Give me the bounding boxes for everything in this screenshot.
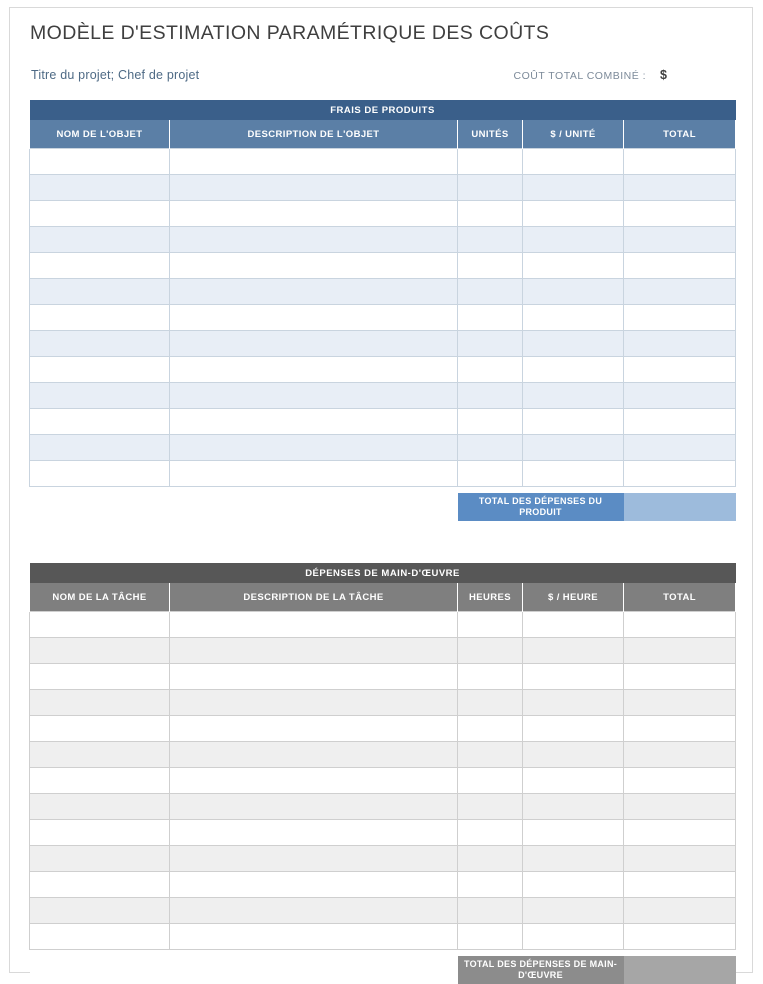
labor-cell[interactable] bbox=[624, 716, 736, 742]
product-table-row[interactable] bbox=[30, 175, 736, 201]
product-cell[interactable] bbox=[458, 409, 523, 435]
labor-cell[interactable] bbox=[30, 716, 170, 742]
product-cell[interactable] bbox=[30, 461, 170, 487]
product-cell[interactable] bbox=[458, 227, 523, 253]
product-cell[interactable] bbox=[458, 383, 523, 409]
product-cell[interactable] bbox=[523, 201, 624, 227]
product-table-row[interactable] bbox=[30, 461, 736, 487]
labor-cell[interactable] bbox=[170, 612, 458, 638]
product-cell[interactable] bbox=[30, 331, 170, 357]
product-table-row[interactable] bbox=[30, 357, 736, 383]
labor-table-row[interactable] bbox=[30, 664, 736, 690]
product-cell[interactable] bbox=[170, 227, 458, 253]
labor-cell[interactable] bbox=[624, 768, 736, 794]
section-spacer bbox=[29, 521, 735, 551]
product-cell[interactable] bbox=[624, 461, 736, 487]
labor-cell[interactable] bbox=[458, 794, 523, 820]
labor-cell[interactable] bbox=[624, 898, 736, 924]
labor-cell[interactable] bbox=[624, 794, 736, 820]
labor-cell[interactable] bbox=[170, 664, 458, 690]
product-cell[interactable] bbox=[458, 435, 523, 461]
labor-col-header-4: TOTAL bbox=[624, 583, 736, 612]
labor-cell[interactable] bbox=[30, 742, 170, 768]
labor-cell[interactable] bbox=[624, 664, 736, 690]
product-total-value[interactable] bbox=[624, 493, 736, 521]
labor-cell[interactable] bbox=[170, 820, 458, 846]
product-cell[interactable] bbox=[523, 253, 624, 279]
product-cell[interactable] bbox=[624, 253, 736, 279]
labor-table-row[interactable] bbox=[30, 820, 736, 846]
product-cell[interactable] bbox=[624, 409, 736, 435]
page-title: MODÈLE D'ESTIMATION PARAMÉTRIQUE DES COÛTS bbox=[30, 22, 550, 44]
product-table-row[interactable] bbox=[30, 253, 736, 279]
product-cell[interactable] bbox=[30, 227, 170, 253]
product-cell[interactable] bbox=[624, 149, 736, 175]
labor-cell[interactable] bbox=[523, 846, 624, 872]
labor-table-row[interactable] bbox=[30, 898, 736, 924]
labor-cell[interactable] bbox=[523, 690, 624, 716]
product-table-row[interactable] bbox=[30, 227, 736, 253]
labor-cell[interactable] bbox=[30, 924, 170, 950]
product-cell[interactable] bbox=[523, 305, 624, 331]
labor-cell[interactable] bbox=[170, 846, 458, 872]
product-cell[interactable] bbox=[30, 383, 170, 409]
labor-col-header-0: NOM DE LA TÂCHE bbox=[30, 583, 170, 612]
product-cell[interactable] bbox=[458, 279, 523, 305]
labor-cell[interactable] bbox=[170, 638, 458, 664]
labor-cell[interactable] bbox=[458, 820, 523, 846]
document-content bbox=[29, 18, 735, 984]
labor-cell[interactable] bbox=[170, 768, 458, 794]
product-cell[interactable] bbox=[624, 357, 736, 383]
labor-cell[interactable] bbox=[170, 794, 458, 820]
product-cell[interactable] bbox=[170, 331, 458, 357]
product-table-row[interactable] bbox=[30, 279, 736, 305]
product-table-row[interactable] bbox=[30, 305, 736, 331]
product-band-title: FRAIS DE PRODUITS bbox=[30, 100, 736, 120]
labor-table-row[interactable] bbox=[30, 690, 736, 716]
labor-cell[interactable] bbox=[458, 690, 523, 716]
labor-cell[interactable] bbox=[458, 742, 523, 768]
product-total-row bbox=[30, 493, 736, 521]
total-combined-group bbox=[514, 68, 735, 82]
product-cell[interactable] bbox=[523, 409, 624, 435]
product-cell[interactable] bbox=[624, 305, 736, 331]
labor-cell[interactable] bbox=[458, 898, 523, 924]
product-cell[interactable] bbox=[170, 305, 458, 331]
labor-cell[interactable] bbox=[624, 924, 736, 950]
labor-total-row bbox=[30, 956, 736, 984]
labor-cell[interactable] bbox=[30, 820, 170, 846]
labor-cell[interactable] bbox=[170, 742, 458, 768]
labor-cell[interactable] bbox=[458, 612, 523, 638]
product-cell[interactable] bbox=[624, 279, 736, 305]
product-col-header-0: NOM DE L'OBJET bbox=[30, 120, 170, 149]
product-cell[interactable] bbox=[523, 175, 624, 201]
product-cell[interactable] bbox=[170, 409, 458, 435]
product-cell[interactable] bbox=[458, 331, 523, 357]
product-cell[interactable] bbox=[170, 253, 458, 279]
labor-cell[interactable] bbox=[458, 638, 523, 664]
labor-cell[interactable] bbox=[170, 924, 458, 950]
product-cell[interactable] bbox=[624, 331, 736, 357]
product-cell[interactable] bbox=[30, 149, 170, 175]
product-cell[interactable] bbox=[523, 461, 624, 487]
labor-cell[interactable] bbox=[523, 820, 624, 846]
labor-cell[interactable] bbox=[523, 898, 624, 924]
labor-cell[interactable] bbox=[458, 768, 523, 794]
labor-col-header-2: HEURES bbox=[458, 583, 523, 612]
product-cell[interactable] bbox=[30, 279, 170, 305]
labor-cell[interactable] bbox=[30, 638, 170, 664]
labor-cell[interactable] bbox=[30, 612, 170, 638]
labor-table-row[interactable] bbox=[30, 742, 736, 768]
labor-cell[interactable] bbox=[624, 872, 736, 898]
product-cell[interactable] bbox=[30, 305, 170, 331]
labor-table-row[interactable] bbox=[30, 872, 736, 898]
product-col-header-3: $ / UNITÉ bbox=[523, 120, 624, 149]
product-cell[interactable] bbox=[523, 383, 624, 409]
labor-table-row[interactable] bbox=[30, 612, 736, 638]
product-cell[interactable] bbox=[30, 253, 170, 279]
product-cell[interactable] bbox=[170, 175, 458, 201]
labor-total-blank bbox=[170, 956, 458, 984]
labor-table-row[interactable] bbox=[30, 794, 736, 820]
product-cell[interactable] bbox=[170, 435, 458, 461]
product-cell[interactable] bbox=[523, 149, 624, 175]
labor-cell[interactable] bbox=[30, 872, 170, 898]
product-cell[interactable] bbox=[624, 227, 736, 253]
labor-total-blank bbox=[30, 956, 170, 984]
total-combined-label: COÛT TOTAL COMBINÉ : bbox=[513, 70, 647, 82]
labor-cell[interactable] bbox=[458, 716, 523, 742]
labor-cell[interactable] bbox=[170, 898, 458, 924]
product-cell[interactable] bbox=[458, 253, 523, 279]
project-info: Titre du projet; Chef de projet bbox=[31, 68, 200, 82]
labor-col-header-3: $ / HEURE bbox=[523, 583, 624, 612]
product-cell[interactable] bbox=[523, 279, 624, 305]
product-cell[interactable] bbox=[458, 305, 523, 331]
product-header-row bbox=[30, 120, 736, 149]
labor-cell[interactable] bbox=[30, 664, 170, 690]
product-cell[interactable] bbox=[523, 357, 624, 383]
product-total-label: TOTAL DES DÉPENSES DU PRODUIT bbox=[458, 493, 624, 521]
labor-cell[interactable] bbox=[458, 846, 523, 872]
product-cell[interactable] bbox=[170, 279, 458, 305]
product-cell[interactable] bbox=[170, 149, 458, 175]
product-cell[interactable] bbox=[624, 383, 736, 409]
product-cell[interactable] bbox=[624, 435, 736, 461]
product-expenses-table bbox=[29, 100, 736, 521]
product-cell[interactable] bbox=[523, 435, 624, 461]
product-cell[interactable] bbox=[523, 331, 624, 357]
labor-cell[interactable] bbox=[523, 768, 624, 794]
labor-table-row[interactable] bbox=[30, 716, 736, 742]
product-cell[interactable] bbox=[30, 175, 170, 201]
labor-total-value[interactable] bbox=[624, 956, 736, 984]
product-table-row[interactable] bbox=[30, 331, 736, 357]
product-col-header-1: DESCRIPTION DE L'OBJET bbox=[170, 120, 458, 149]
labor-cell[interactable] bbox=[523, 664, 624, 690]
labor-cell[interactable] bbox=[458, 872, 523, 898]
product-cell[interactable] bbox=[170, 357, 458, 383]
product-cell[interactable] bbox=[30, 357, 170, 383]
labor-cell[interactable] bbox=[523, 872, 624, 898]
labor-cell[interactable] bbox=[523, 794, 624, 820]
product-cell[interactable] bbox=[458, 201, 523, 227]
labor-header-row bbox=[30, 583, 736, 612]
product-band-row bbox=[30, 100, 736, 120]
product-total-blank bbox=[170, 493, 458, 521]
product-table-row[interactable] bbox=[30, 149, 736, 175]
product-table-row[interactable] bbox=[30, 435, 736, 461]
labor-cell[interactable] bbox=[30, 794, 170, 820]
product-table-row[interactable] bbox=[30, 383, 736, 409]
product-cell[interactable] bbox=[458, 175, 523, 201]
labor-cell[interactable] bbox=[523, 924, 624, 950]
labor-cell[interactable] bbox=[30, 768, 170, 794]
labor-col-header-1: DESCRIPTION DE LA TÂCHE bbox=[170, 583, 458, 612]
labor-cell[interactable] bbox=[458, 664, 523, 690]
product-cell[interactable] bbox=[30, 201, 170, 227]
labor-cell[interactable] bbox=[624, 638, 736, 664]
product-col-header-4: TOTAL bbox=[624, 120, 736, 149]
labor-cell[interactable] bbox=[624, 846, 736, 872]
labor-cell[interactable] bbox=[30, 690, 170, 716]
labor-cell[interactable] bbox=[624, 742, 736, 768]
labor-table-row[interactable] bbox=[30, 846, 736, 872]
labor-cell[interactable] bbox=[523, 612, 624, 638]
labor-cell[interactable] bbox=[523, 638, 624, 664]
labor-cell[interactable] bbox=[170, 716, 458, 742]
labor-cell[interactable] bbox=[30, 846, 170, 872]
labor-band-row bbox=[30, 563, 736, 583]
labor-cell[interactable] bbox=[624, 690, 736, 716]
product-cell[interactable] bbox=[30, 409, 170, 435]
product-total-blank bbox=[30, 493, 170, 521]
labor-table-row[interactable] bbox=[30, 768, 736, 794]
product-col-header-2: UNITÉS bbox=[458, 120, 523, 149]
labor-cell[interactable] bbox=[170, 690, 458, 716]
labor-cell[interactable] bbox=[458, 924, 523, 950]
product-cell[interactable] bbox=[170, 383, 458, 409]
total-combined-value: $ bbox=[660, 68, 667, 82]
labor-cell[interactable] bbox=[523, 716, 624, 742]
product-cell[interactable] bbox=[170, 201, 458, 227]
labor-band-title: DÉPENSES DE MAIN-D'ŒUVRE bbox=[30, 563, 736, 583]
product-cell[interactable] bbox=[458, 149, 523, 175]
labor-cell[interactable] bbox=[523, 742, 624, 768]
labor-cell[interactable] bbox=[624, 612, 736, 638]
product-table-row[interactable] bbox=[30, 409, 736, 435]
product-table-row[interactable] bbox=[30, 201, 736, 227]
subheader-row bbox=[29, 68, 735, 88]
labor-cell[interactable] bbox=[30, 898, 170, 924]
product-cell[interactable] bbox=[458, 357, 523, 383]
labor-cell[interactable] bbox=[170, 872, 458, 898]
product-cell[interactable] bbox=[523, 227, 624, 253]
labor-cell[interactable] bbox=[624, 820, 736, 846]
labor-table-row[interactable] bbox=[30, 638, 736, 664]
product-cell[interactable] bbox=[170, 461, 458, 487]
product-cell[interactable] bbox=[30, 435, 170, 461]
product-cell[interactable] bbox=[458, 461, 523, 487]
labor-total-label: TOTAL DES DÉPENSES DE MAIN-D'ŒUVRE bbox=[458, 956, 624, 984]
labor-expenses-table bbox=[29, 563, 736, 984]
product-cell[interactable] bbox=[624, 175, 736, 201]
product-cell[interactable] bbox=[624, 201, 736, 227]
labor-table-row[interactable] bbox=[30, 924, 736, 950]
